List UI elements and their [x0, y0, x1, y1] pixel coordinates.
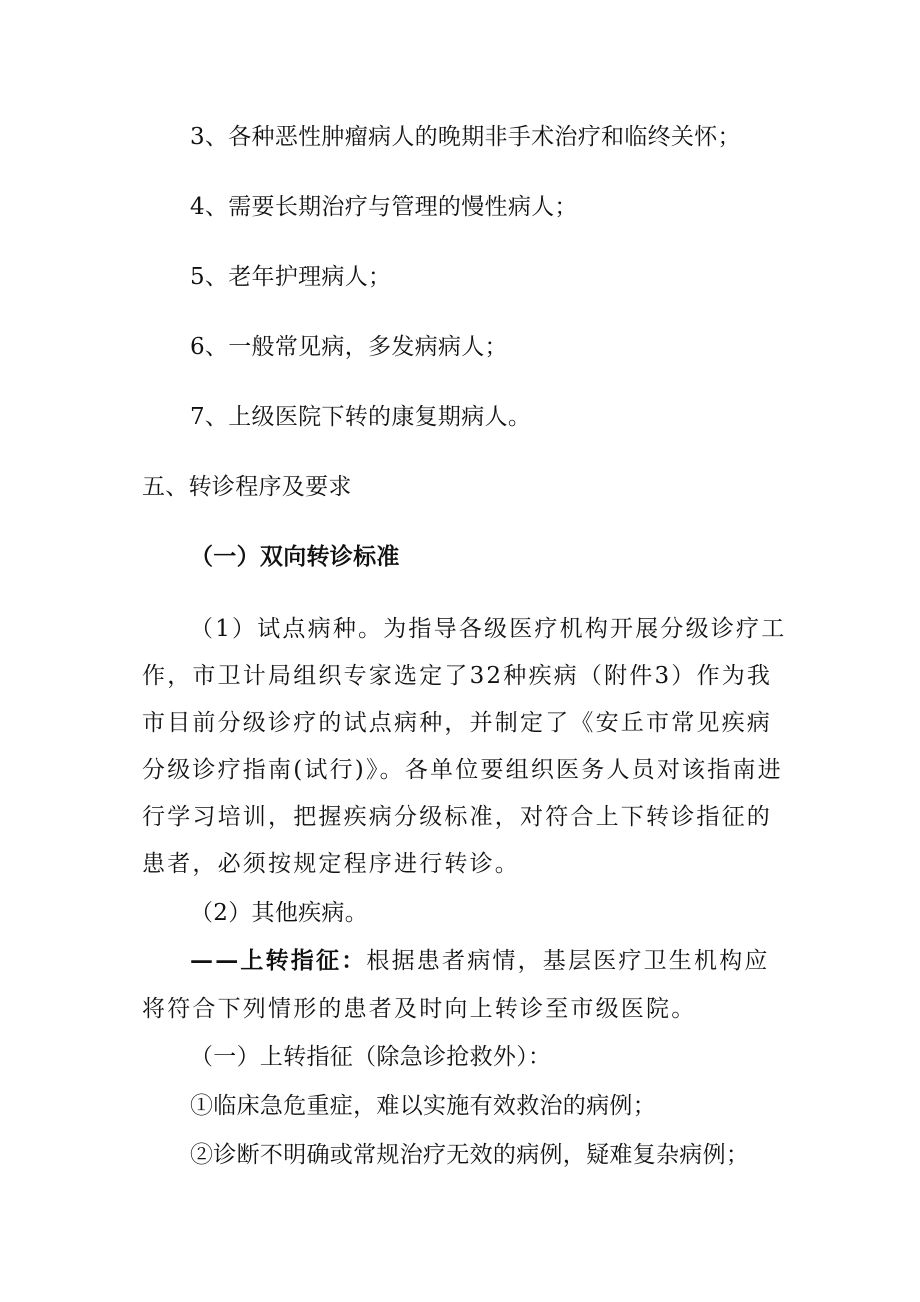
paragraph-line: 行学习培训，把握疾病分级标准，对符合上下转诊指征的 — [142, 804, 772, 830]
list-item: 3、各种恶性肿瘤病人的晚期非手术治疗和临终关怀； — [190, 124, 741, 150]
paragraph-line: 患者，必须按规定程序进行转诊。 — [142, 851, 520, 877]
paragraph-line: 分级诊疗指南(试行)》。各单位要组织医务人员对该指南进 — [142, 757, 783, 783]
criteria-heading: （一）上转指征（除急诊抢救外）： — [190, 1044, 552, 1070]
list-item: 7、上级医院下转的康复期病人。 — [190, 404, 532, 430]
section-heading: 五、转诊程序及要求 — [142, 474, 352, 500]
paragraph-line: 将符合下列情形的患者及时向上转诊至市级医院。 — [142, 996, 697, 1022]
paragraph-line: （1）试点病种。为指导各级医疗机构开展分级诊疗工 — [190, 616, 787, 642]
upward-referral-label: ——上转指征： — [190, 947, 367, 974]
upward-referral-line — [190, 946, 770, 976]
criteria-item: ②诊断不明确或常规治疗无效的病例，疑难复杂病例； — [190, 1142, 750, 1168]
list-item: 5、老年护理病人； — [190, 264, 392, 290]
list-item: 6、一般常见病，多发病病人； — [190, 334, 508, 360]
criteria-item: ①临床急危重症，难以实施有效救治的病例； — [190, 1093, 656, 1119]
paragraph-line: 作，市卫计局组织专家选定了32种疾病（附件3）作为我 — [142, 663, 773, 689]
paragraph-line: 市目前分级诊疗的试点病种，并制定了《安丘市常见疾病 — [142, 710, 772, 736]
paragraph-line: （2）其他疾病。 — [190, 900, 369, 926]
list-item: 4、需要长期治疗与管理的慢性病人； — [190, 194, 578, 220]
subsection-heading: （一）双向转诊标准 — [190, 543, 400, 570]
upward-referral-text: 根据患者病情，基层医疗卫生机构应 — [366, 948, 770, 974]
